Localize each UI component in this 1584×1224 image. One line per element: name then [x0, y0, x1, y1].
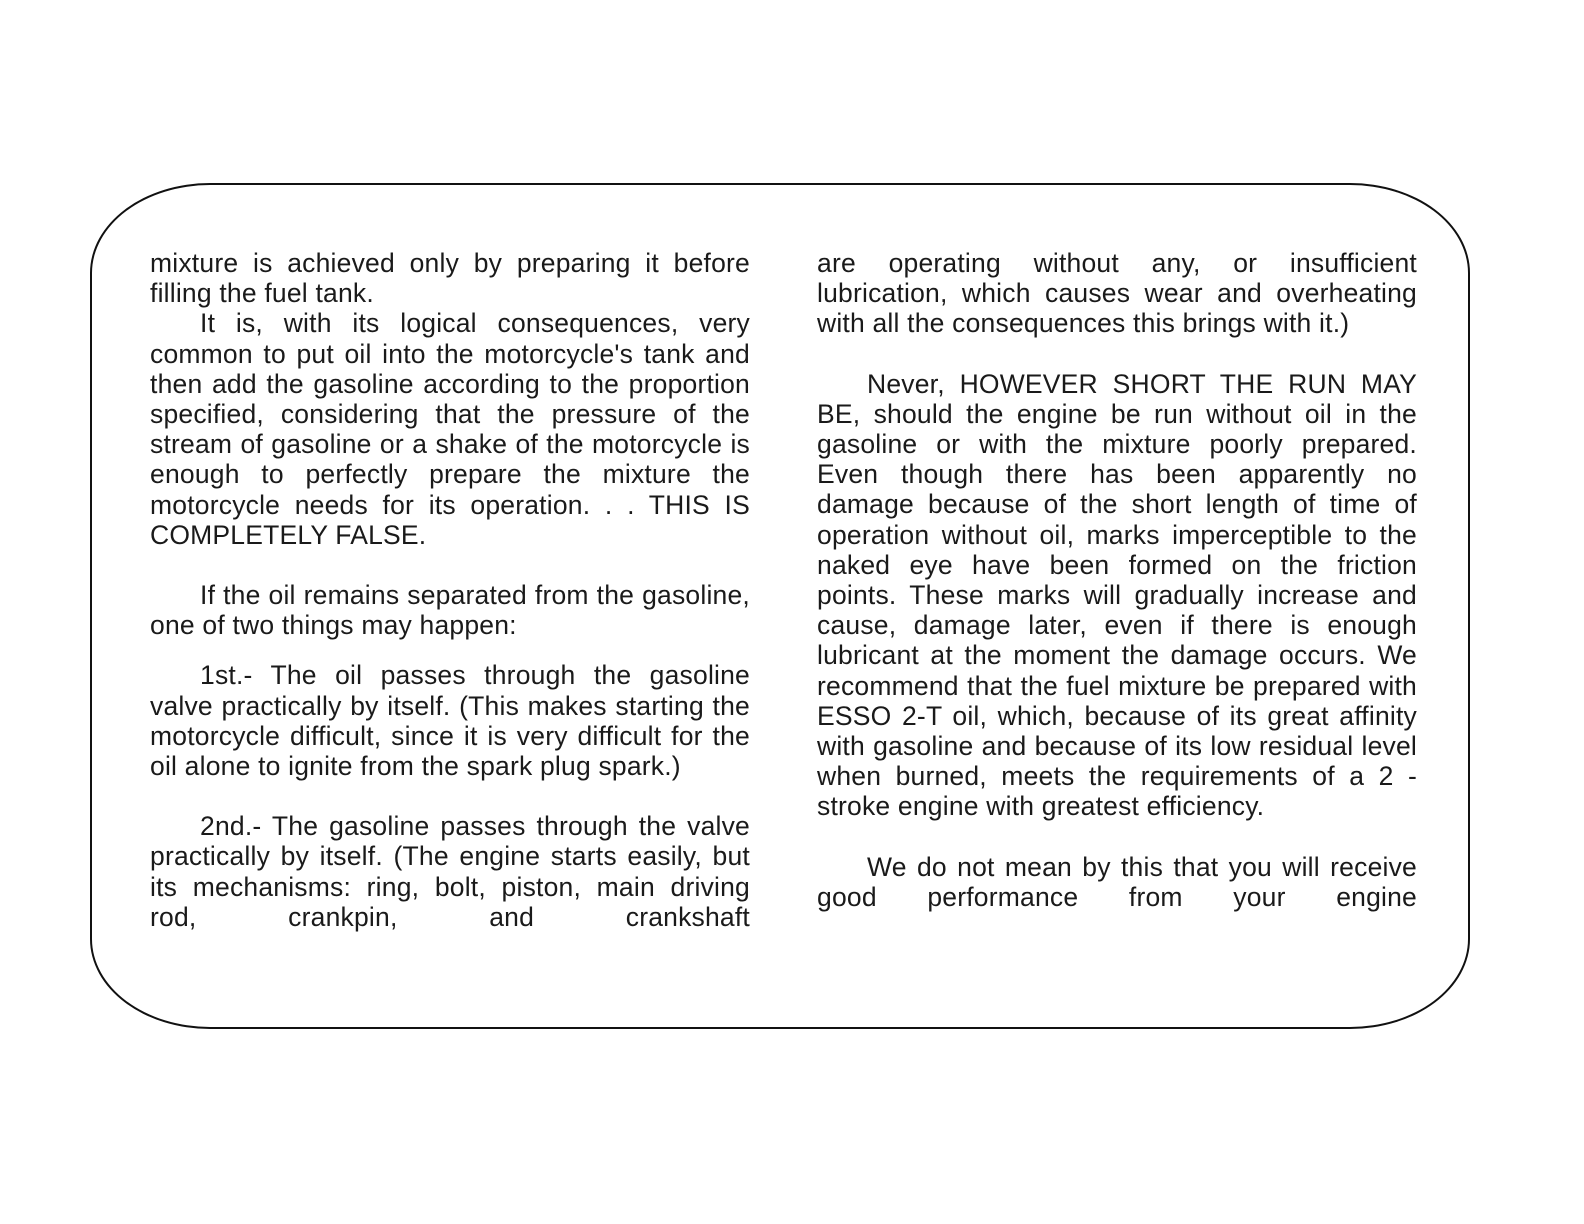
paragraph-oil-separated: If the oil remains separated from the gasoline, one of two things may happen:	[150, 580, 750, 641]
paragraph-continuation: mixture is achieved only by preparing it before filling the fuel tank.	[150, 248, 750, 309]
paragraph-second-case: 2nd.- The gasoline passes through the valve practically by itself. (The engine starts easily, but its mechanisms: ring, bolt, piston, main driving rod, crankpin, and crankshaft	[150, 811, 750, 932]
paragraph-lubrication: are operating without any, or insufficient lubrication, which causes wear and overheating with all the consequences this brings with it.)	[817, 248, 1417, 339]
paragraph-oil-tank: It is, with its logical consequences, very common to put oil into the motorcycle's tank and then add the gasoline according to the proportion specified, considering that the pressure of the stream of gasoline or a shake of the motorcycle is enough to perfectly prepare the mixture the motorcycle needs for its operation. . . THIS IS COMPLETELY FALSE.	[150, 308, 750, 550]
paragraph-never-run-without-oil: Never, HOWEVER SHORT THE RUN MAY BE, should the engine be run without oil in the gasoline or with the mixture poorly prepared. Even though there has been apparently no damage because of the short length of time of operation without oil, marks imperceptible to the naked eye have been formed on the friction points. These marks will gradually increase and cause, damage later, even if there is enough lubricant at the moment the damage occurs. We recommend that the fuel mixture be prepared with ESSO 2-T oil, which, because of its great affinity with gasoline and because of its low residual level when burned, meets the requirements of a 2 - stroke engine with greatest efficiency.	[817, 368, 1417, 822]
right-text-column	[817, 248, 1417, 912]
paragraph-performance: We do not mean by this that you will receive good performance from your engine	[817, 851, 1417, 912]
left-text-column	[150, 248, 750, 932]
paragraph-first-case: 1st.- The oil passes through the gasoline valve practically by itself. (This makes starting the motorcycle difficult, since it is very difficult for the oil alone to ignite from the spark plug spark.)	[150, 660, 750, 782]
